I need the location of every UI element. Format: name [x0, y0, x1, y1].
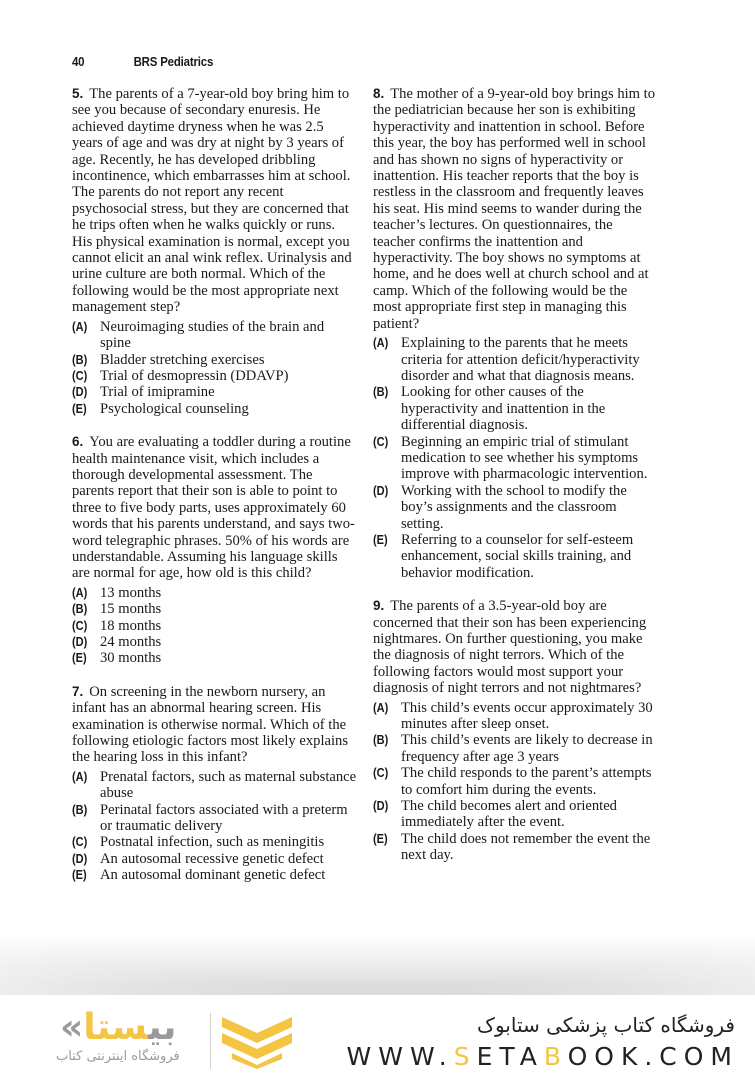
store-name: فروشگاه کتاب پزشکی ستابوک: [477, 1013, 735, 1037]
option-b: (B) Bladder stretching exercises: [72, 351, 265, 368]
question-stem: The parents of a 7-year-old boy bring him to see you because of secondary enuresis. He achieved daytime dryness when he was 2.5 years of age and was dry at night by 3 years of age. Recently, he has developed dribbling incontinence, which embarrasses him at school. The parents do not report any recent psychosocial stress, but they are concerned that he trips often when he walks quickly or runs. His physical examination is normal, except you cannot elicit an anal wink reflex. Urinalysis and urine culture are both normal. Which of the following would be the most appropriate next management step?: [72, 86, 352, 316]
page-number: 40: [72, 54, 85, 69]
question-number: 7.: [72, 683, 84, 699]
option-c: (C) The child responds to the parent’s attempts to comfort him during the events.: [373, 765, 652, 798]
option-d: (D) The child becomes alert and oriented immediately after the event.: [373, 798, 617, 831]
question-7: [72, 684, 357, 884]
option-e: (E) Referring to a counselor for self-esteem enhancement, social skills training, and behavior modification.: [373, 531, 634, 581]
question-6: [72, 434, 357, 667]
option-c: (C) 18 months: [72, 617, 162, 634]
question-stem: The parents of a 3.5-year-old boy are concerned that their son has been experiencing nightmares. On further questioning, you make the diagnosis of night terrors. Which of the following factors would most support your diagnosis of night terrors and not nightmares?: [373, 598, 647, 697]
option-d: (D) Trial of imipramine: [72, 384, 215, 401]
question-stem: You are evaluating a toddler during a routine health maintenance visit, which includes a thorough developmental assessment. The parents report that their son is able to point to three to five body parts, uses approximately 60 words that his parents understand, and says two-word telegraphic phrases. 50% of his words are understandable. Assuming his language skills are normal for age, how old is this child?: [72, 434, 355, 582]
running-head: [72, 54, 213, 69]
option-a: (A) Prenatal factors, such as maternal substance abuse: [72, 768, 357, 802]
question-number: 8.: [373, 86, 385, 101]
option-d: (D) Working with the school to modify the boy’s assignments and the classroom setting.: [373, 482, 627, 532]
option-b: (B) Perinatal factors associated with a preterm or traumatic delivery: [72, 801, 348, 835]
watermark-footer: [0, 995, 755, 1080]
question-8: [373, 86, 658, 581]
book-title: BRS Pediatrics: [133, 54, 214, 69]
question-number: 6.: [72, 434, 84, 450]
logo-divider: [210, 1013, 211, 1069]
option-e: (E) An autosomal dominant genetic defect: [72, 867, 326, 884]
option-e: (E) The child does not remember the event the next day.: [373, 830, 651, 864]
option-d: (D) 24 months: [72, 634, 162, 650]
left-column: [72, 86, 357, 901]
option-b: (B) Looking for other causes of the hyperactivity and inattention in the differential diagnosis.: [373, 384, 606, 434]
question-9: [373, 598, 658, 864]
question-stem: On screening in the newborn nursery, an infant has an abnormal hearing screen. His examination is otherwise normal. Which of the following etiologic factors most likely explains the hearing loss in this infant?: [72, 683, 349, 766]
question-stem: The mother of a 9-year-old boy brings him to the pediatrician because her son is exhibiting hyperactivity and inattention in school. Before this year, the boy has performed well in school and has shown no signs of hyperactivity or inattention. His teacher reports that the boy is restless in the classroom and frequently leaves his seat. His mind seems to wander during the teacher’s lectures. On questionnaires, the teacher confirms the inattention and hyperactivity. The boy shows no symptoms at home, and he does well at church school and at camp. Which of the following would be the most appropriate first step in managing this patient?: [373, 86, 656, 332]
option-a: (A) 13 months: [72, 584, 162, 601]
question-5: [72, 86, 357, 417]
option-a: (A) Explaining to the parents that he meets criteria for attention deficit/hyperactivity disorder and what that diagnosis means.: [373, 335, 640, 384]
option-e: (E) Psychological counseling: [72, 400, 249, 417]
option-e: (E) 30 months: [72, 650, 162, 667]
option-c: (C) Trial of desmopressin (DDAVP): [72, 367, 289, 384]
option-c: (C) Postnatal infection, such as meningitis: [72, 834, 325, 851]
question-number: 5.: [72, 86, 84, 101]
logo-tagline: فروشگاه اینترنتی کتاب: [56, 1049, 180, 1064]
chevron-logo-icon: [222, 1017, 292, 1069]
option-d: (D) An autosomal recessive genetic defect: [72, 850, 324, 867]
question-number: 9.: [373, 598, 385, 614]
logo-wordmark: «بیستا: [60, 1007, 177, 1048]
option-a: (A) This child’s events occur approximately 30 minutes after sleep onset.: [373, 699, 653, 733]
setabook-logo[interactable]: [38, 1007, 298, 1073]
store-url-link[interactable]: WWW.SETABOOK.COM: [346, 1042, 739, 1071]
option-c: (C) Beginning an empiric trial of stimulant medication to see whether his symptoms improve with pharmacologic intervention.: [373, 433, 648, 483]
option-b: (B) This child’s events are likely to decrease in frequency after age 3 years: [373, 732, 653, 765]
option-a: (A) Neuroimaging studies of the brain and spine: [72, 318, 325, 352]
right-column: [373, 86, 658, 881]
option-b: (B) 15 months: [72, 601, 162, 618]
